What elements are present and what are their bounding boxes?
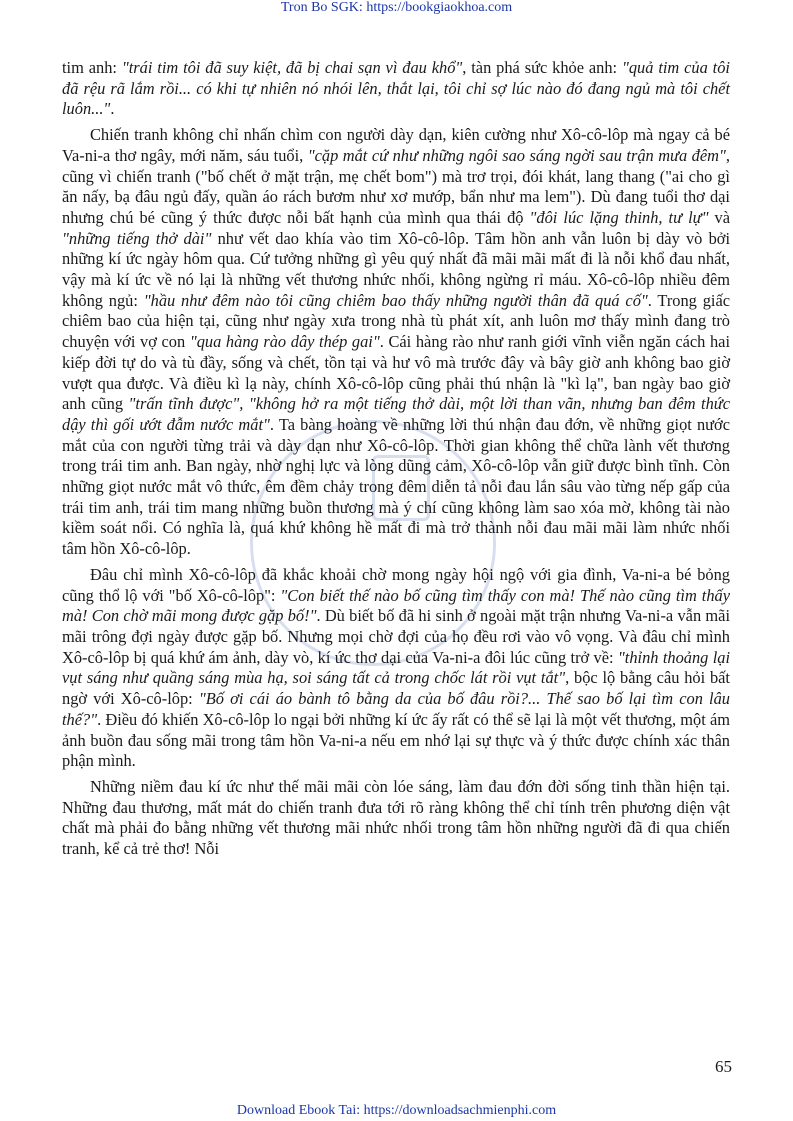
quoted-text: "Bố ơi cái áo bành tô bằng da của bố đâu rồi?... Thế sao bố lại tìm con lâu thế?" bbox=[62, 689, 730, 729]
quoted-text: "qua hàng rào dây thép gai" bbox=[189, 332, 380, 352]
body-text: , bộc lộ bằng câu hỏi bất ngờ với Xô-cô-lôp: bbox=[62, 668, 730, 709]
body-text: . Điều đó khiến Xô-cô-lôp lo ngại bởi những kí ức ấy rất có thể sẽ lại là một vết thương, một ám ảnh buồn đau sống mãi trong tâm hồn Va-ni-a nếu em nhớ lại sự thực và ý thức được chính xác thân phận mình. bbox=[62, 709, 730, 771]
body-text: Những niềm đau kí ức như thế mãi mãi còn lóe sáng, làm đau đớn đời sống tinh thần hiện tại. Những đau thương, mất mát do chiến tranh đưa tới rõ ràng không thể chỉ tính trên phương diện vật chất mà phải đo bằng những vết thương mãi nhức nhối trong tâm hồn những người đã đi qua chiến tranh, kể cả trẻ thơ! Nỗi bbox=[62, 776, 730, 859]
body-text: . Ta bàng hoàng về những lời thú nhận đau đớn, về những giọt nước mắt của con người từng trải và dày dạn như Xô-cô-lôp. Thời gian không thể chữa lành vết thương trong trái tim anh. Ban ngày, nhờ nghị lực và lòng dũng cảm, Xô-cô-lôp vẫn giữ được bình tĩnh. Còn những giọt nước mắt vô thức, êm đềm chảy trong đêm diễn tả nỗi đau lắn sâu vào từng nếp gấp của trái tim anh, trái tim mang những buồn thương mà ý chí cũng không làm sao xóa mờ, không tài nào kiềm soát nổi. Có nghĩa là, quá khứ không hề mất đi mà trở thành nỗi đau mãi mãi làm nhức nhối tâm hồn Xô-cô-lôp. bbox=[62, 414, 730, 559]
body-text: , tàn phá sức khỏe anh: bbox=[462, 58, 622, 77]
body-text: . Dù biết bố đã hi sinh ở ngoài mặt trận nhưng Va-ni-a vẫn mãi mãi trông đợi ngày được gặp bố. Nhưng mọi chờ đợi của họ đều rơi vào vô vọng. Và đâu chỉ mình Xô-cô-lôp bị quá khứ ám ảnh, dày vò, kí ức thơ dại của Va-ni-a đôi lúc cũng trở về: bbox=[62, 606, 730, 667]
quoted-text: "cặp mắt cứ như những ngôi sao sáng ngời sau trận mưa đêm" bbox=[307, 145, 726, 165]
document-body bbox=[62, 58, 730, 865]
paragraph bbox=[62, 565, 730, 772]
footer-download-label: Download Ebook Tai: bbox=[236, 1103, 364, 1118]
paragraph bbox=[62, 777, 730, 860]
footer-download-link[interactable] bbox=[0, 1103, 793, 1119]
quoted-text: "trái tim tôi đã suy kiệt, đã bị chai sạn vì đau khổ" bbox=[121, 58, 463, 77]
body-text: . Trong giấc chiêm bao của hiện tại, cũng như ngày xưa trong nhà tù phát xít, anh luôn mơ thấy mình đang trò chuyện với vợ con bbox=[62, 290, 730, 352]
page-number: 65 bbox=[715, 1057, 732, 1076]
body-text: . Cái hàng rào như ranh giới vĩnh viễn ngăn cách hai kiếp đời tự do và tù đầy, sống và chết, tồn tại và hư vô mà trước đây và bây giờ anh không bao giờ vượt qua được. Và điều kì lạ này, chính Xô-cô-lôp cũng phải thú nhận là "kì lạ", ban ngày bao giờ anh cũng bbox=[62, 332, 730, 414]
body-text: Chiến tranh không chỉ nhấn chìm con người dày dạn, kiên cường như Xô-cô-lôp mà ngay cả bé Va-ni-a thơ ngây, mới năm, sáu tuổi, bbox=[62, 125, 730, 165]
header-source-link[interactable] bbox=[0, 0, 793, 16]
quoted-text: "những tiếng thở dài" bbox=[62, 228, 212, 248]
body-text: Đâu chỉ mình Xô-cô-lôp đã khắc khoải chờ mong ngày hội ngộ với gia đình, Va-ni-a bé bỏng cũng thổ lộ với "bố Xô-cô-lôp": bbox=[62, 564, 730, 605]
quoted-text: "quả tim của tôi đã rệu rã lắm rồi... có khi tự nhiên nó nhói lên, thắt lại, tôi chỉ sợ lúc nào đó đang ngủ mà tôi chết luôn..." bbox=[62, 58, 730, 119]
footer-download-url[interactable]: https://downloadsachmienphi.com bbox=[363, 1103, 557, 1118]
body-text: và bbox=[708, 207, 730, 227]
quoted-text: "Con biết thế nào bố cũng tìm thấy con mà! Thế nào cũng tìm thấy mà! Con chờ mãi mong được gặp bố!" bbox=[62, 585, 731, 626]
quoted-text: "trấn tĩnh được", "không hở ra một tiếng thở dài, một lời than vãn, nhưng ban đêm thức dậy thì gối ướt đẫm nước mắt" bbox=[62, 394, 730, 434]
body-text: , cũng vì chiến tranh ("bố chết ở mặt trận, mẹ chết bom") mà trơ trọi, đói khát, lang thang ("ai cho gì ăn nấy, bạ đâu ngủ đấy, quần áo rách bươm như xơ mướp, bẩn như ma lem"). Dù đang tuổi thơ dại nhưng chú bé cũng ý thức được nỗi bất hạnh của mình qua thái độ bbox=[62, 145, 730, 227]
body-text: . bbox=[110, 99, 115, 119]
header-source-url[interactable]: https://bookgiaokhoa.com bbox=[366, 0, 513, 15]
quoted-text: "hầu như đêm nào tôi cũng chiêm bao thấy những người thân đã quá cố" bbox=[143, 290, 648, 310]
paragraph bbox=[62, 58, 730, 120]
quoted-text: "đôi lúc lặng thinh, tư lự" bbox=[529, 207, 709, 227]
body-text: tim anh: bbox=[62, 58, 122, 77]
quoted-text: "thỉnh thoảng lại vụt sáng như quầng sáng mùa hạ, soi sáng tất cả trong chốc lát rồi vụt tắt" bbox=[62, 647, 731, 688]
paragraph bbox=[62, 125, 730, 560]
header-source-label: Tron Bo SGK: bbox=[280, 0, 367, 15]
body-text: như vết dao khía vào tim Xô-cô-lôp. Tâm hồn anh vẫn luôn bị dày vò bởi những kí ức ngày hôm qua. Cứ tưởng những gì yêu quý nhất đã mãi mãi mất đi là nỗi khổ đau nhất, vậy mà kí ức về nó lại là những vết thương nhức nhối, không ngừng rỉ máu. Xô-cô-lôp nhiều đêm không ngủ: bbox=[62, 228, 731, 310]
